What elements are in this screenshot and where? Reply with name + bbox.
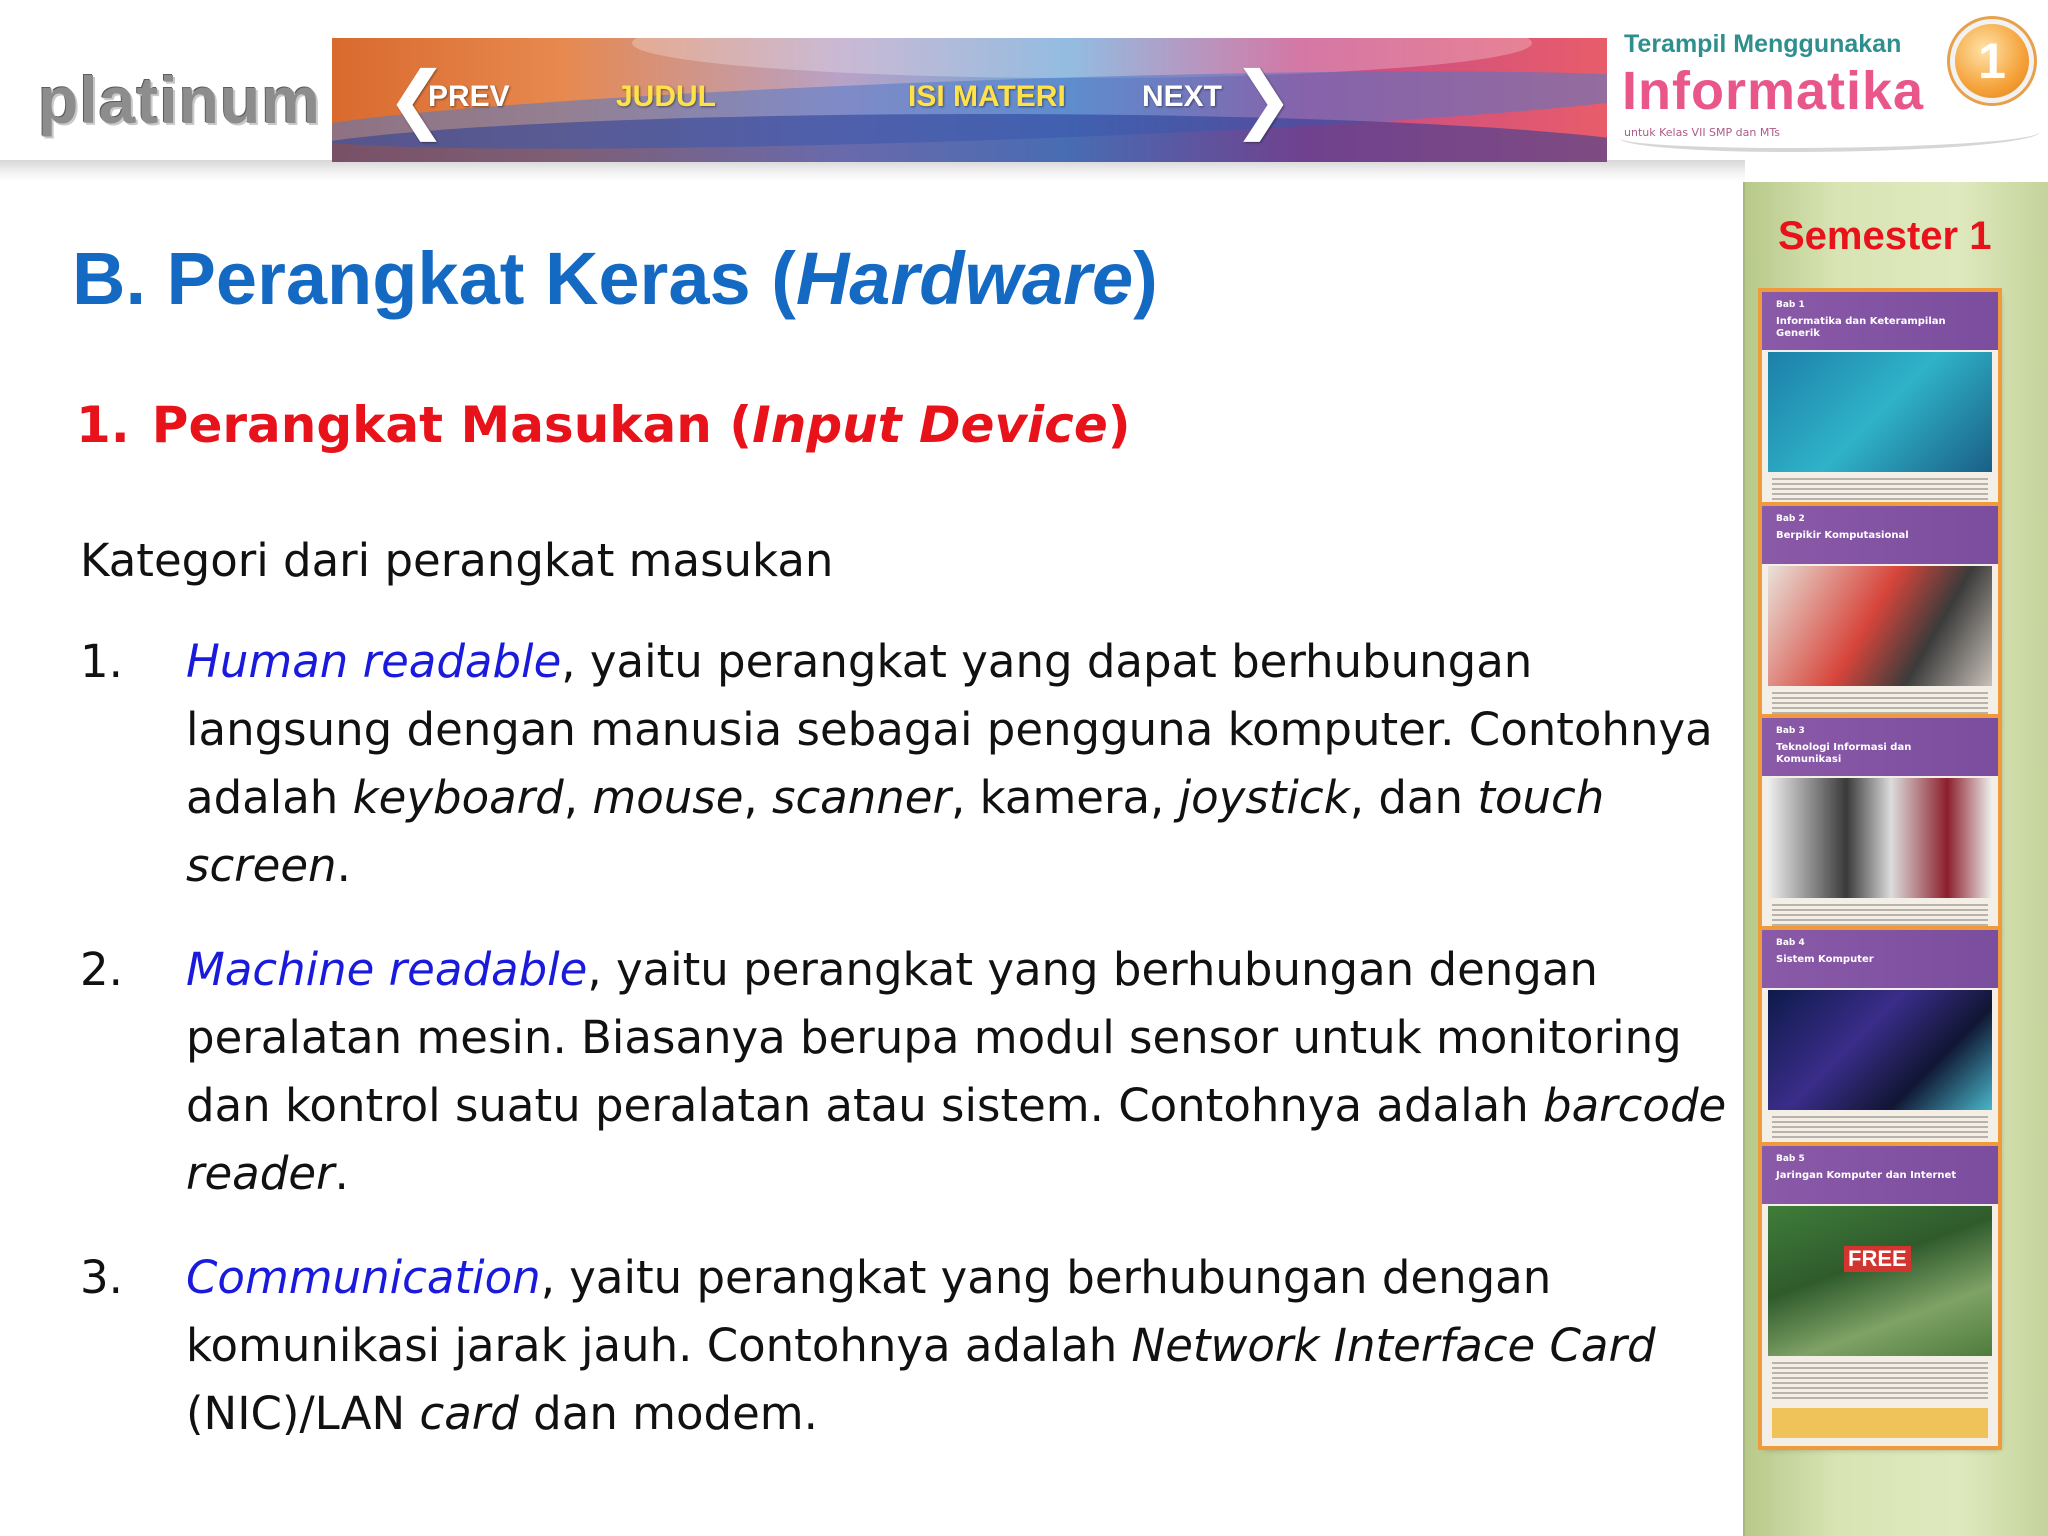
item-text: , kamera, — [951, 771, 1179, 824]
item-term: Communication — [186, 1251, 541, 1304]
semester-label: Semester 1 — [1778, 214, 1992, 258]
section-title-suffix: ) — [1107, 396, 1131, 454]
isi-materi-button[interactable]: ISI MATERI — [908, 80, 1066, 113]
item-example: Network Interface Card — [1131, 1319, 1656, 1372]
judul-button[interactable]: JUDUL — [616, 80, 717, 113]
item-term: Human readable — [186, 635, 562, 688]
item-body — [186, 1244, 1746, 1448]
item-text: . — [334, 1147, 349, 1200]
item-number: 1. — [80, 635, 123, 688]
chevron-left-icon[interactable]: ❮ — [386, 56, 449, 142]
item-number: 2. — [80, 943, 123, 996]
item-example: scanner — [772, 771, 951, 824]
volume-badge: 1 — [1955, 24, 2029, 98]
thumbnail-text-lines — [1772, 904, 1988, 928]
item-example: barcode reader — [186, 1079, 1727, 1200]
item-example: card — [419, 1387, 519, 1440]
page-title-prefix: B. Perangkat Keras ( — [72, 237, 796, 320]
thumbnail-text-lines — [1772, 1116, 1988, 1140]
thumbnail-title: Jaringan Komputer dan Internet — [1776, 1170, 1957, 1181]
brand-subtitle: untuk Kelas VII SMP dan MTs — [1624, 126, 1780, 139]
chapter-thumbnail-3[interactable] — [1762, 718, 1998, 932]
thumbnail-text-lines — [1772, 478, 1988, 502]
thumbnail-image — [1768, 778, 1992, 898]
section-number: 1. — [76, 396, 130, 454]
item-text: , dan — [1349, 771, 1478, 824]
brand-title: Informatika — [1622, 61, 1925, 121]
chapter-thumbnail-1[interactable] — [1762, 292, 1998, 506]
item-body — [186, 628, 1746, 900]
thumbnail-image — [1768, 566, 1992, 686]
item-text: , — [743, 771, 772, 824]
item-number: 3. — [80, 1251, 123, 1304]
section-title — [76, 396, 1131, 454]
page-title-suffix: ) — [1133, 237, 1158, 320]
thumbnail-text-lines — [1772, 692, 1988, 716]
item-text: . — [336, 839, 351, 892]
item-example: touch screen — [186, 771, 1605, 892]
next-button[interactable]: NEXT — [1142, 80, 1223, 113]
thumbnail-badge: FREE — [1844, 1246, 1911, 1272]
thumbnail-image — [1768, 990, 1992, 1110]
section-title-italic: Input Device — [752, 396, 1108, 454]
chapter-thumbnail-5[interactable] — [1762, 1146, 1998, 1446]
item-text: , yaitu perangkat yang berhubungan dengan komunikasi jarak jauh. Contohnya adalah — [186, 1251, 1552, 1372]
chevron-right-icon[interactable]: ❯ — [1232, 56, 1295, 142]
item-text: dan modem. — [518, 1387, 818, 1440]
thumbnail-chapter: Bab 4 — [1776, 938, 1805, 948]
header-bar — [0, 0, 2048, 178]
thumbnail-chapter: Bab 5 — [1776, 1154, 1805, 1164]
brand-tagline: Terampil Menggunakan — [1624, 30, 1902, 58]
thumbnail-info-box — [1772, 1408, 1988, 1438]
item-text: , yaitu perangkat yang dapat berhubungan langsung dengan manusia sebagai pengguna komputer. Contohnya adalah — [186, 635, 1713, 824]
thumbnail-chapter: Bab 1 — [1776, 300, 1805, 310]
platinum-logo — [28, 48, 321, 138]
item-example: mouse — [592, 771, 744, 824]
thumbnail-image — [1768, 1206, 1992, 1356]
page-title — [72, 236, 1158, 321]
item-term: Machine readable — [186, 943, 588, 996]
thumbnail-image — [1768, 352, 1992, 472]
prev-button[interactable]: PREV — [428, 80, 510, 113]
item-text: (NIC)/LAN — [186, 1387, 420, 1440]
thumbnail-title: Sistem Komputer — [1776, 954, 1874, 965]
page-title-italic: Hardware — [795, 237, 1134, 320]
item-text: , — [563, 771, 593, 824]
intro-text: Kategori dari perangkat masukan — [80, 534, 834, 587]
section-title-prefix: Perangkat Masukan ( — [151, 396, 753, 454]
item-body — [186, 936, 1746, 1208]
logo-text: platinum — [38, 63, 321, 137]
thumbnail-title: Berpikir Komputasional — [1776, 530, 1909, 541]
chapter-thumbnail-4[interactable] — [1762, 930, 1998, 1144]
thumbnail-text-lines — [1772, 1362, 1988, 1402]
thumbnail-title: Teknologi Informasi dan Komunikasi — [1776, 742, 1912, 765]
thumbnail-chapter: Bab 2 — [1776, 514, 1805, 524]
item-example: joystick — [1178, 771, 1350, 824]
chapter-thumbnail-2[interactable] — [1762, 506, 1998, 720]
item-example: keyboard — [352, 771, 564, 824]
thumbnail-title: Informatika dan Keterampilan Generik — [1776, 316, 1946, 339]
header-shadow — [0, 160, 1745, 182]
thumbnail-chapter: Bab 3 — [1776, 726, 1805, 736]
item-text: , yaitu perangkat yang berhubungan dengan peralatan mesin. Biasanya berupa modul sensor untuk monitoring dan kontrol suatu peralatan atau sistem. Contohnya adalah — [186, 943, 1682, 1132]
